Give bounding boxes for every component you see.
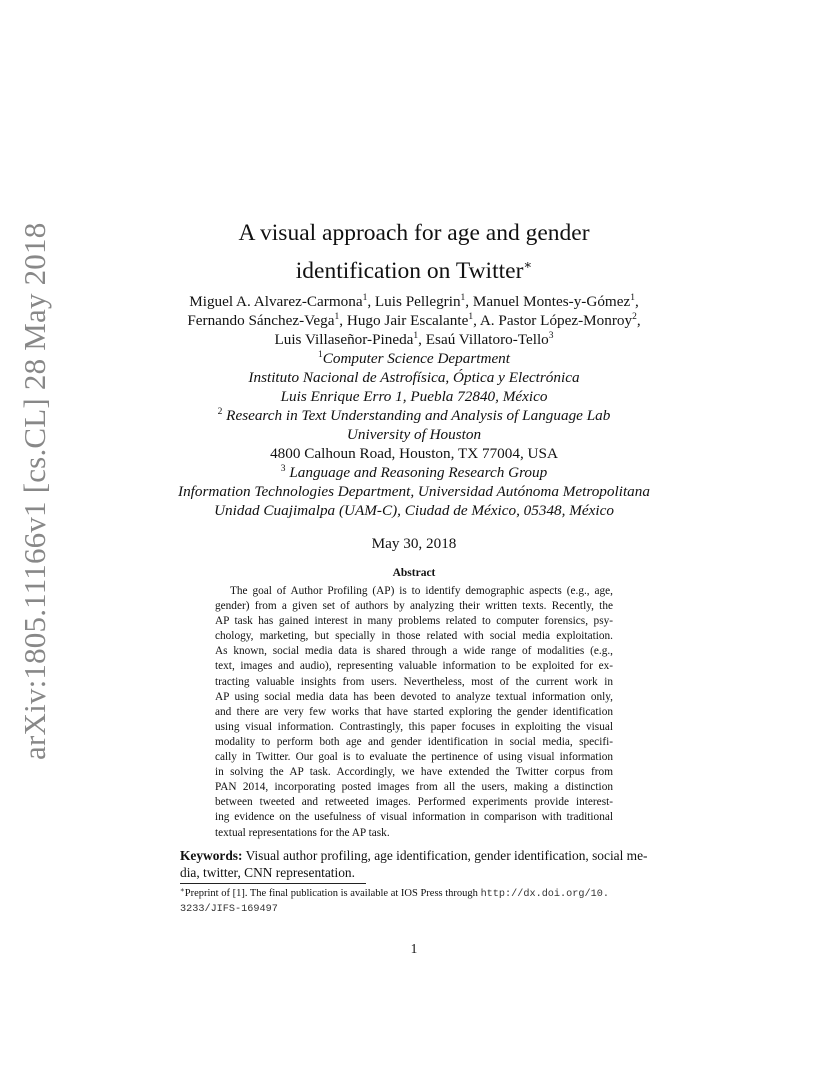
abstract-line: AP task has gained interest in many problems related to computer forensics, psy- <box>215 615 613 628</box>
author-separator: , <box>634 293 639 310</box>
footnote-rule <box>180 883 366 884</box>
abstract-line: cally in Twitter. Our goal is to evaluate the pertinence of using visual information <box>215 751 613 764</box>
author-affil-sup: 2 <box>632 312 637 322</box>
affiliation-text: Research in Text Understanding and Analysis of Language Lab <box>222 407 611 424</box>
author-affil-sup: 1 <box>630 293 635 303</box>
abstract-line: AP using social media data has been devoted to analyze textual information only, <box>215 690 613 703</box>
affiliation-2-institution: University of Houston <box>346 426 482 443</box>
footnote-line-2 <box>180 902 650 917</box>
abstract-line: text, images and audio), representing valuable information to be exploited for ex- <box>215 660 613 673</box>
abstract-line: The goal of Author Profiling (AP) is to identify demographic aspects (e.g., age, <box>230 585 613 597</box>
abstract-line: and there are very few works that have started exploring the gender identification <box>215 705 613 718</box>
keywords-label: Keywords: <box>180 848 243 863</box>
author-block <box>0 292 828 520</box>
author-name: , Hugo Jair Escalante <box>339 312 469 329</box>
affiliation-3-address: Unidad Cuajimalpa (UAM-C), Ciudad de México, 05348, México <box>214 502 614 519</box>
author-name: Luis Villaseñor-Pineda <box>274 331 414 348</box>
author-name: , A. Pastor López-Monroy <box>473 312 633 329</box>
author-affil-sup: 1 <box>468 312 474 322</box>
affiliation-1-dept <box>0 349 828 368</box>
page-number: 1 <box>410 941 418 956</box>
abstract-line: PAN 2014, incorporating posted images from all the users, making a distinction <box>215 781 613 794</box>
affiliation-3-dept <box>0 463 828 482</box>
author-affil-sup: 1 <box>362 293 368 303</box>
affiliation-sup: 1 <box>317 350 323 360</box>
abstract-line: textual representations for the AP task. <box>215 826 390 839</box>
paper-title <box>0 218 828 287</box>
author-name: Fernando Sánchez-Vega <box>187 312 335 329</box>
author-name: , Esaú Villatoro-Tello <box>418 331 549 348</box>
author-affil-sup: 1 <box>413 331 419 341</box>
keywords <box>180 848 646 881</box>
abstract-line: chology, marketing, but specially in those related with social media exploitation. <box>215 630 613 643</box>
arxiv-stamp: arXiv:1805.11166v1 [cs.CL] 28 May 2018 <box>17 222 52 760</box>
affiliation-text: Computer Science Department <box>322 350 510 367</box>
abstract-line: tracting valuable insights from users. Nevertheless, most of the current work in <box>215 675 613 688</box>
affiliation-1-address: Luis Enrique Erro 1, Puebla 72840, México <box>280 388 548 405</box>
abstract-line: As known, social media data is shared through a wide range of modalities (e.g., <box>215 645 613 658</box>
affiliation-3-institution: Information Technologies Department, Universidad Autónoma Metropolitana <box>178 483 650 500</box>
abstract-line: gender) from a given set of authors by analyzing their written texts. Recently, the <box>215 600 613 613</box>
title-line-2-text: identification on Twitter <box>295 257 524 284</box>
footnote-mark: ∗ <box>180 886 185 894</box>
affiliation-2-address: 4800 Calhoun Road, Houston, TX 77004, USA <box>270 445 558 462</box>
abstract-line: using visual information. Contrastingly, this paper focuses in exploiting the visual <box>215 720 613 733</box>
abstract-line: between tweeted and retweeted images. Performed experiments provide interest- <box>215 796 613 809</box>
author-name: , Manuel Montes-y-Gómez <box>465 293 631 310</box>
title-line-2 <box>0 249 828 287</box>
author-line-3 <box>0 330 828 349</box>
author-affil-sup: 3 <box>548 331 554 341</box>
keywords-line-1 <box>180 848 646 865</box>
abstract-line: modality to perform both age and gender identification in social media, specifi- <box>215 735 613 748</box>
author-line-1 <box>0 292 828 311</box>
footnote-line-1 <box>180 887 650 902</box>
abstract-line: in solving the AP task. Accordingly, we have extended the Twitter corpus from <box>215 766 613 779</box>
abstract-body <box>215 584 613 841</box>
title-line-1: A visual approach for age and gender <box>238 220 590 246</box>
footnote-text: Preprint of [1]. The final publication is available at IOS Press through <box>184 888 481 899</box>
author-name: Miguel A. Alvarez-Carmona <box>189 293 363 310</box>
affiliation-sup: 3 <box>280 464 286 474</box>
affiliation-2-dept <box>0 406 828 425</box>
footnote <box>180 887 650 917</box>
author-separator: , <box>636 312 641 329</box>
abstract-line: ing evidence on the usefulness of visual information in comparison with traditional <box>215 811 613 824</box>
affiliation-1-institution: Instituto Nacional de Astrofísica, Óptica y Electrónica <box>248 369 580 386</box>
author-affil-sup: 1 <box>334 312 340 322</box>
affiliation-text: Language and Reasoning Research Group <box>285 464 548 481</box>
paper-date: May 30, 2018 <box>371 535 457 552</box>
doi-link[interactable]: http://dx.doi.org/10. <box>480 889 609 900</box>
doi-link-continued[interactable]: 3233/JIFS-169497 <box>180 904 278 915</box>
title-footnote-mark: ∗ <box>523 257 533 272</box>
affiliation-sup: 2 <box>217 407 223 417</box>
author-line-2 <box>0 311 828 330</box>
author-affil-sup: 1 <box>460 293 466 303</box>
author-name: , Luis Pellegrin <box>367 293 461 310</box>
keywords-line-2: dia, twitter, CNN representation. <box>180 864 355 880</box>
abstract-heading: Abstract <box>392 567 436 579</box>
keywords-text: Visual author profiling, age identification, gender identification, social me- <box>242 848 648 863</box>
